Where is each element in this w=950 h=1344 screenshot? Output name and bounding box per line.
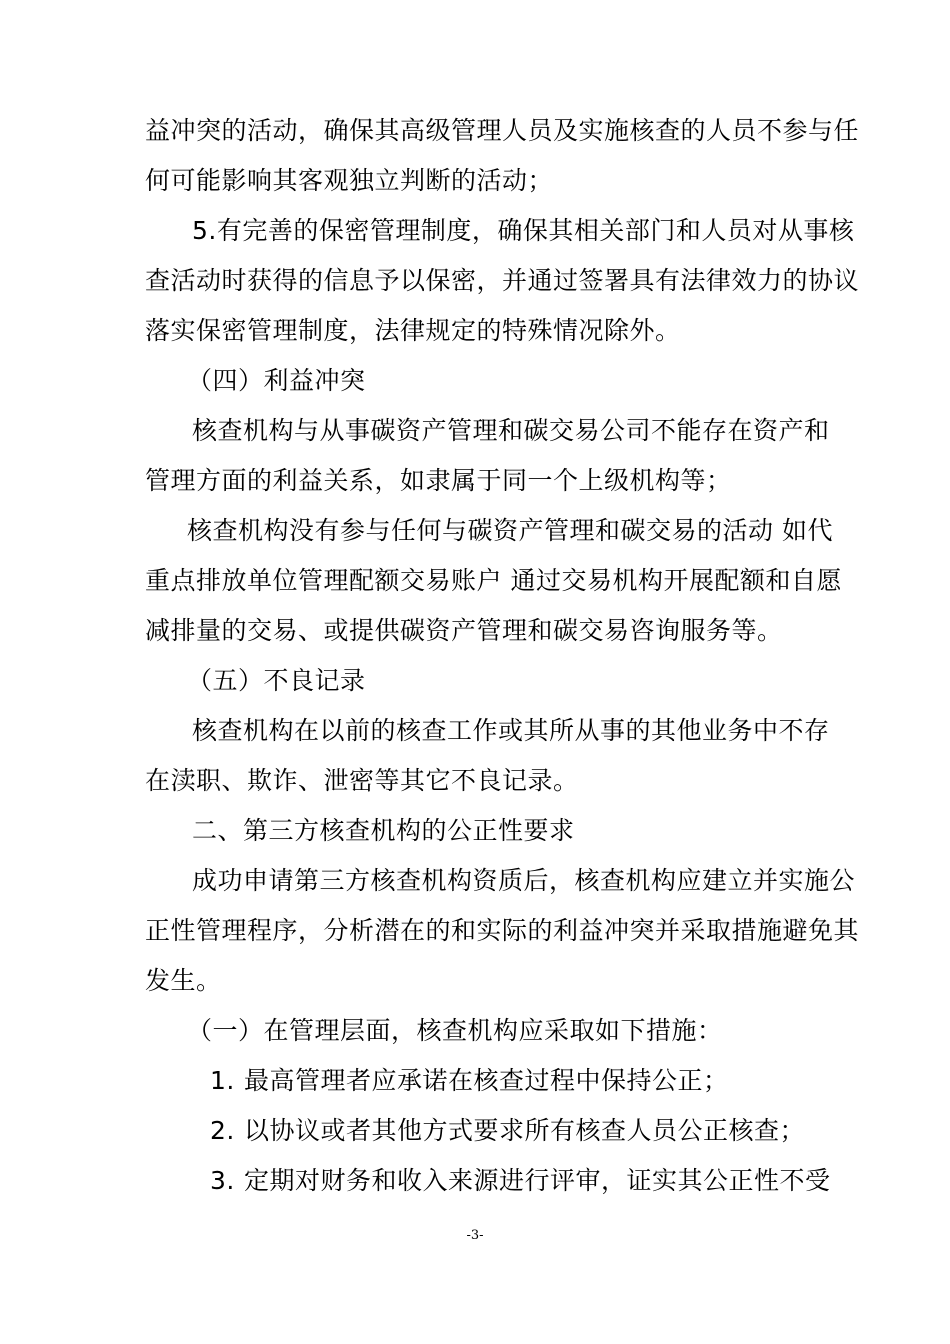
list-item [210,1063,729,1099]
text-line: 核查机构没有参与任何与碳资产管理和碳交易的活动 如代 [187,516,833,545]
page-number: -3- [466,1228,484,1243]
section-heading: （一）在管理层面，核查机构应采取如下措施： [187,1016,723,1045]
text-line: 减排量的交易、或提供碳资产管理和碳交易咨询服务等。 [145,616,783,645]
text-line: 查活动时获得的信息予以保密，并通过签署具有法律效力的协议 [145,266,860,295]
list-item [210,1163,831,1199]
section-heading: 二、第三方核查机构的公正性要求 [192,816,575,845]
text-line: 正性管理程序，分析潜在的和实际的利益冲突并采取措施避免其 [145,916,860,945]
list-text: 最高管理者应承诺在核查过程中保持公正； [244,1066,729,1095]
list-number: 3. [210,1166,235,1195]
text-line: 在渎职、欺诈、泄密等其它不良记录。 [145,766,579,795]
list-number: 1. [210,1066,235,1095]
text-line: 成功申请第三方核查机构资质后，核查机构应建立并实施公 [192,866,856,895]
text-line: 发生。 [145,966,222,995]
section-heading: （五）不良记录 [187,666,366,695]
list-text: 以协议或者其他方式要求所有核查人员公正核查； [244,1116,806,1145]
list-number: 2. [210,1116,235,1145]
text-line: 核查机构在以前的核查工作或其所从事的其他业务中不存 [192,716,830,745]
list-item [210,1113,805,1149]
text-line: 落实保密管理制度，法律规定的特殊情况除外。 [145,316,681,345]
text-line: 管理方面的利益关系，如隶属于同一个上级机构等； [145,466,732,495]
section-heading: （四）利益冲突 [187,366,366,395]
text-line: 何可能影响其客观独立判断的活动； [145,166,554,195]
text-line: 重点排放单位管理配额交易账户 通过交易机构开展配额和自愿 [145,566,842,595]
text-line: 益冲突的活动，确保其高级管理人员及实施核查的人员不参与任 [145,116,860,145]
text-line: 5.有完善的保密管理制度，确保其相关部门和人员对从事核 [192,216,855,245]
text-line: 核查机构与从事碳资产管理和碳交易公司不能存在资产和 [192,416,830,445]
list-text: 定期对财务和收入来源进行评审，证实其公正性不受 [244,1166,831,1195]
